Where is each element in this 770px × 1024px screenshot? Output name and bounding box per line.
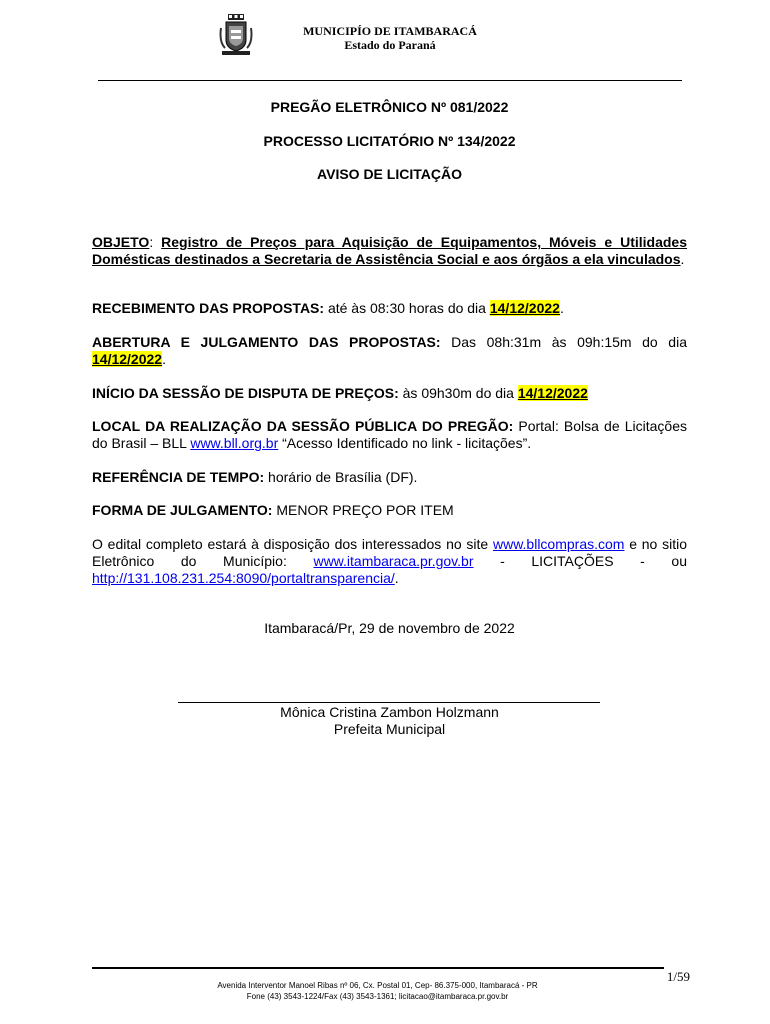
abertura-label: ABERTURA E JULGAMENTO DAS PROPOSTAS: bbox=[92, 334, 441, 350]
inicio-text: às 09h30m do dia bbox=[398, 385, 518, 401]
inicio-paragraph bbox=[92, 385, 687, 402]
recebimento-end: . bbox=[559, 300, 564, 316]
local-text-2: “Acesso Identificado no link - licitações”. bbox=[278, 435, 532, 451]
bllcompras-link[interactable]: www.bllcompras.com bbox=[492, 536, 625, 552]
edital-paragraph bbox=[92, 536, 687, 587]
referencia-paragraph bbox=[92, 469, 687, 486]
local-text: Portal: Bolsa de Licitações do Brasil – BLL bbox=[92, 418, 687, 451]
portal-transparencia-link[interactable]: http://131.108.231.254:8090/portaltransparencia/ bbox=[92, 570, 395, 586]
edital-text-2: e no sitio Eletrônico do Município: bbox=[92, 536, 687, 569]
local-paragraph bbox=[92, 418, 687, 452]
objeto-label: OBJETO bbox=[92, 234, 150, 250]
state-name: Estado do Paraná bbox=[344, 38, 436, 52]
itambaraca-site-link[interactable]: www.itambaraca.pr.gov.br bbox=[313, 553, 474, 569]
objeto-end: . bbox=[680, 251, 685, 267]
page-number: 1/59 bbox=[666, 969, 690, 984]
footer-contact: Fone (43) 3543-1224/Fax (43) 3543-1361; licitacao@itambaraca.pr.gov.br bbox=[246, 992, 509, 1001]
recebimento-date: 14/12/2022 bbox=[489, 300, 560, 316]
objeto-paragraph bbox=[92, 234, 687, 268]
municipality-name: MUNICIPÍO DE ITAMBARACÁ bbox=[303, 24, 477, 38]
abertura-text: Das 08h:31m às 09h:15m do dia bbox=[440, 334, 687, 350]
signature-line bbox=[178, 702, 600, 703]
processo-title: PROCESSO LICITATÓRIO Nº 134/2022 bbox=[263, 133, 516, 149]
forma-paragraph bbox=[92, 502, 687, 519]
abertura-date: 14/12/2022 bbox=[92, 351, 163, 367]
edital-text-3: - LICITAÇÕES - ou bbox=[473, 553, 687, 569]
footer bbox=[150, 980, 605, 1002]
inicio-date: 14/12/2022 bbox=[517, 385, 588, 401]
forma-label: FORMA DE JULGAMENTO: bbox=[92, 502, 273, 518]
edital-text-1: O edital completo estará à disposição dos interessados no site bbox=[92, 536, 493, 552]
recebimento-text: até às 08:30 horas do dia bbox=[324, 300, 490, 316]
signer-name: Mônica Cristina Zambon Holzmann bbox=[280, 704, 499, 720]
place-date: Itambaracá/Pr, 29 de novembro de 2022 bbox=[264, 620, 515, 636]
pregao-title: PREGÃO ELETRÔNICO Nº 081/2022 bbox=[270, 99, 509, 115]
objeto-text: Registro de Preços para Aquisição de Equipamentos, Móveis e Utilidades Domésticas destinados a Secretaria de Assistência Social e aos órgãos a ela vinculados bbox=[92, 234, 687, 267]
signer-role: Prefeita Municipal bbox=[333, 721, 446, 737]
referencia-text: horário de Brasília (DF). bbox=[264, 469, 418, 485]
abertura-end: . bbox=[162, 351, 166, 367]
abertura-paragraph bbox=[92, 334, 687, 368]
edital-end: . bbox=[394, 570, 399, 586]
footer-divider bbox=[92, 967, 664, 969]
bll-link[interactable]: www.bll.org.br bbox=[190, 435, 279, 451]
inicio-label: INÍCIO DA SESSÃO DE DISPUTA DE PREÇOS: bbox=[92, 385, 399, 401]
forma-text: MENOR PREÇO POR ITEM bbox=[272, 502, 454, 518]
local-label: LOCAL DA REALIZAÇÃO DA SESSÃO PÚBLICA DO PREGÃO: bbox=[92, 418, 514, 434]
letterhead bbox=[270, 24, 510, 52]
header-divider bbox=[98, 80, 682, 81]
objeto-separator: : bbox=[149, 234, 162, 250]
recebimento-paragraph bbox=[92, 300, 687, 317]
recebimento-label: RECEBIMENTO DAS PROPOSTAS: bbox=[92, 300, 325, 316]
referencia-label: REFERÊNCIA DE TEMPO: bbox=[92, 469, 265, 485]
municipal-crest-icon bbox=[219, 14, 253, 56]
aviso-title: AVISO DE LICITAÇÃO bbox=[317, 166, 462, 182]
footer-address: Avenida Interventor Manoel Ribas nº 06, Cx. Postal 01, Cep- 86.375-000, Itambaracá - PR bbox=[217, 981, 538, 990]
